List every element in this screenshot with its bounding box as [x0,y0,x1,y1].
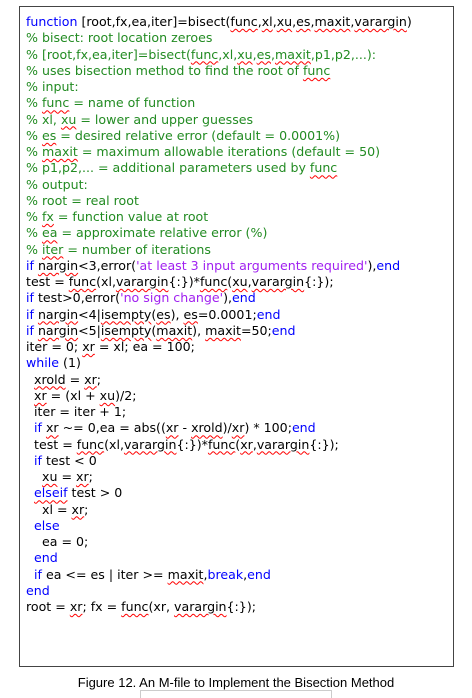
code-comment: % output: [26,176,88,192]
code-keyword: end [376,257,401,273]
code-comment: % uses bisection method to find the root of [26,62,303,78]
code-line [26,453,449,469]
code-line [26,567,449,583]
code-keyword: if [34,566,42,582]
code-token: ; fx = [82,599,122,614]
code-line [26,372,449,388]
code-token [26,485,34,500]
code-comment: = maximum allowable iterations (default = 50) [77,144,381,159]
caption-box-edge [140,690,332,698]
code-line [26,518,449,534]
code-token: = [65,371,85,387]
code-token: xr [69,599,83,614]
code-comment: func [190,46,219,62]
code-comment: , [252,46,257,62]
code-token: {:}); [226,599,256,614]
code-comment: es [41,127,57,143]
code-keyword: end [247,566,271,582]
code-token: ( [235,436,241,452]
code-comment: = number of iterations [63,241,211,257]
code-token: , [272,14,277,29]
code-keyword: function [26,14,78,29]
code-token: test = [26,274,69,289]
code-token: xr [165,420,179,436]
code-comment: ,p1,p2,...): [310,46,377,62]
code-line [26,420,449,436]
code-token: xrold [34,371,66,387]
code-comment: % [root,fx,ea,iter]=bisect( [26,46,191,62]
code-token: (xl, [104,436,124,452]
code-listing [26,14,449,615]
code-line [26,550,449,566]
code-token: <4| [78,306,101,322]
code-line [26,323,449,339]
code-token: ea <= es | iter >= [41,566,168,582]
code-token [26,420,34,435]
code-token: - [178,420,192,436]
code-token: varargin [354,14,407,29]
code-keyword: break [207,566,244,582]
code-comment: , [270,46,275,62]
code-token: test < 0 [41,452,97,468]
code-token: =50; [240,322,272,338]
code-token: xr [240,436,253,452]
code-token: , [292,14,297,29]
code-token: xr [231,420,245,436]
code-token: func [76,436,105,452]
code-token: xr [45,420,59,436]
code-token: xrold [191,420,223,436]
code-token: , [252,436,257,452]
code-token: isempty [100,306,152,322]
code-token: , [257,14,262,29]
code-keyword: end [291,420,316,436]
code-token [26,388,34,403]
code-line [26,437,449,453]
code-line [26,47,449,63]
code-token: ) [406,14,412,29]
code-comment: maxit [41,144,78,159]
code-token [26,372,34,387]
code-token: ), [223,290,233,306]
code-token: ; [84,501,89,517]
code-line [26,355,449,371]
code-token: nargin [37,257,79,273]
code-token: func [230,14,258,29]
code-string: 'at least 3 input arguments required' [136,257,368,273]
code-line [26,388,449,404]
code-token: test = [26,436,77,452]
code-keyword: else [34,517,60,533]
code-token: xu [99,387,116,403]
code-comment: % [26,241,42,257]
code-token: maxit [156,322,193,338]
code-line [26,63,449,79]
code-comment: % [26,225,42,241]
code-comment: maxit [274,46,311,62]
code-token: {:}); [309,436,339,452]
code-token: nargin [37,322,79,338]
code-token: func [199,274,228,289]
code-token: ), [367,257,377,273]
code-line [26,128,449,144]
code-token: ; [96,371,102,387]
code-comment: func [41,95,70,111]
code-token: xr [84,371,97,387]
code-comment: es [256,46,271,62]
code-line [26,307,449,323]
code-line [26,242,449,258]
code-line [26,502,449,518]
code-comment: % xl, [26,111,61,127]
code-line [26,79,449,95]
code-token: iter = iter + 1; [26,404,127,419]
code-line [26,95,449,111]
code-token: = (xl + [46,387,100,403]
code-comment: ,xl, [218,46,238,62]
code-keyword: if [26,322,34,338]
code-comment: = lower and upper guesses [76,111,254,127]
code-token: , [243,566,248,582]
code-token: ) * 100; [244,420,292,436]
code-token: [root,fx,ea,iter]=bisect( [77,14,231,29]
code-line [26,30,449,46]
code-token: )/2; [115,387,137,403]
code-token: varargin [115,274,169,289]
code-token: func [68,274,97,289]
code-token: func [121,599,149,614]
code-keyword: end [256,306,281,322]
code-token: = [57,469,77,484]
code-line [26,469,449,485]
code-line [26,112,449,128]
code-comment: % [26,127,42,143]
code-token: xr [82,339,95,354]
code-token: ), [192,322,206,338]
code-token: varargin [174,599,227,614]
code-token: varargin [256,436,310,452]
code-token: es [296,14,311,29]
code-keyword: end [26,582,50,598]
code-token: isempty [100,322,152,338]
code-comment: xu [237,46,253,62]
code-token: <3,error( [78,257,137,273]
code-token: ~= 0,ea = abs(( [58,420,166,436]
code-comment: = name of function [69,95,196,111]
code-token: nargin [37,306,79,322]
code-comment: % p1,p2,... = additional parameters used by [26,160,310,176]
code-keyword: end [34,550,58,566]
code-token: xr [34,387,47,403]
code-token: test > 0 [67,485,123,501]
code-line [26,583,449,599]
code-line [26,274,449,290]
code-keyword: if [34,452,42,468]
code-line [26,144,449,160]
code-line [26,258,449,274]
code-keyword: end [271,322,296,338]
code-token: (xl, [96,274,116,289]
code-keyword: end [232,290,256,306]
code-token [26,567,34,582]
code-token: {:})* [168,274,200,289]
code-frame [19,6,454,667]
code-token: xu [276,14,293,29]
code-token: {:})* [176,436,208,452]
code-string: 'no sign change' [120,290,224,306]
code-token: <5| [78,322,101,338]
code-line [26,193,449,209]
code-keyword: if [34,420,42,436]
code-line [26,177,449,193]
code-token [26,518,34,533]
code-token: varargin [123,436,177,452]
code-keyword: elseif [34,485,68,501]
code-token: )/ [222,420,232,436]
code-line [26,14,449,30]
code-comment: % [26,144,42,159]
code-token: =0.0001; [197,306,257,322]
code-comment: % root = real root [26,192,139,208]
code-comment: % bisect: root location zeroes [26,30,213,46]
code-keyword: if [26,257,34,273]
code-line [26,160,449,176]
code-token: ( [151,306,157,322]
code-token: test>0,error( [33,290,121,306]
code-token: maxit [205,322,241,338]
code-comment: = approximate relative error (%) [57,225,268,241]
code-token: ), [170,306,184,322]
code-token: es [183,306,198,322]
code-line [26,339,449,355]
code-token: iter = 0; [26,339,83,354]
code-comment: fx [41,209,54,224]
code-token: es [156,306,171,322]
code-comment: ea [41,225,58,241]
code-line [26,225,449,241]
code-comment: % input: [26,79,79,94]
code-token: , [310,14,315,29]
code-token: = xl; ea = 100; [94,339,195,354]
figure-caption: Figure 12. An M-file to Implement the Bisection Method [77,675,395,690]
code-token: xu [232,274,248,289]
code-token: ( [151,322,157,338]
code-token: maxit [314,14,351,29]
code-token: , [247,274,252,289]
code-comment: % [26,209,42,224]
code-token: , [203,566,208,582]
code-comment: func [302,62,331,78]
code-token: ; [88,469,93,484]
code-keyword: if [26,306,34,322]
code-token: maxit [167,566,204,582]
code-comment: = desired relative error (default = 0.0001%) [56,127,341,143]
code-token: varargin [251,274,305,289]
code-token [26,453,34,468]
code-comment: iter [41,241,64,257]
code-comment: % [26,95,42,111]
code-keyword: while [26,355,60,371]
code-token [26,469,42,484]
code-line [26,534,449,550]
code-line [26,209,449,225]
code-line [26,485,449,501]
code-token: xl [261,14,273,29]
code-token [26,550,34,565]
code-keyword: if [26,290,34,306]
code-comment: func [309,160,338,176]
code-token: ea = 0; [26,534,89,549]
code-line [26,599,449,615]
code-token: {:}); [304,274,334,289]
code-token: xl = [26,501,72,517]
code-token: ( [227,274,233,289]
code-token: root = [26,599,70,614]
code-token: (1) [59,355,81,371]
code-token: , [350,14,355,29]
code-token: xu [42,469,58,484]
code-comment: xu [60,111,77,127]
code-comment: = function value at root [53,209,209,224]
code-token: xr [71,501,85,517]
code-line [26,404,449,420]
code-token: func [207,436,236,452]
code-token: (xr, [148,599,175,614]
code-line [26,290,449,306]
code-token: xr [76,469,89,484]
